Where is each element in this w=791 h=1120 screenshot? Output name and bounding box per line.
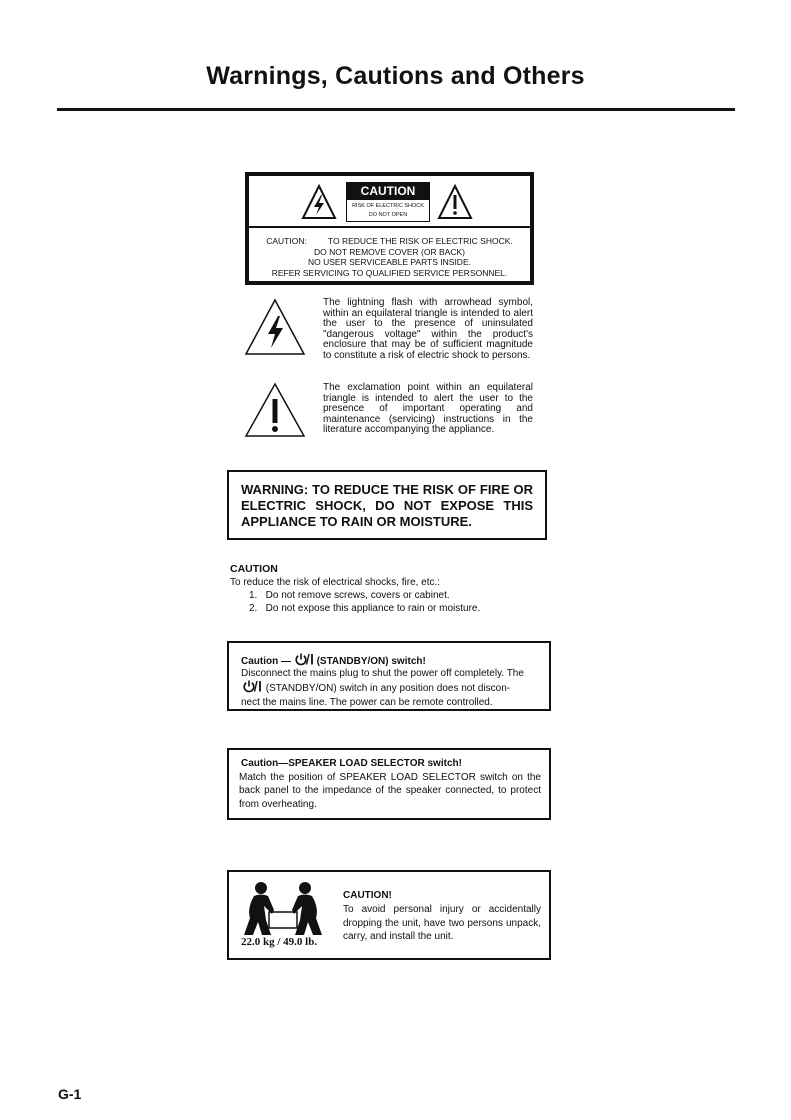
weight-caution-box: [227, 870, 551, 960]
weight-caution-heading: CAUTION!: [343, 890, 392, 901]
exclamation-symbol-description: The exclamation point within an equilateral triangle is intended to alert the user to the presence of important operating and maintenance (servicing) instructions in the literature accompanying the appliance.: [323, 382, 533, 436]
standby-line1: Disconnect the mains plug to shut the power off completely. The: [241, 668, 524, 679]
warning-text: WARNING: TO REDUCE THE RISK OF FIRE OR ELECTRIC SHOCK, DO NOT EXPOSE THIS APPLIANCE TO RAIN OR MOISTURE.: [241, 482, 533, 529]
two-person-lift-icon: [241, 880, 325, 936]
caution-label-line: REFER SERVICING TO QUALIFIED SERVICE PERSONNEL.: [271, 267, 508, 278]
speaker-caution-text: Match the position of SPEAKER LOAD SELECTOR switch on the back panel to the impedance of the speaker connected, to protect from overheating.: [239, 772, 541, 810]
standby-head-prefix: Caution —: [241, 656, 291, 667]
power-standby-icon: [241, 680, 263, 693]
caution-label-line: CAUTION: TO REDUCE THE RISK OF ELECTRIC SHOCK.: [266, 236, 513, 246]
exclamation-triangle-icon: [437, 184, 473, 220]
standby-line2-text: (STANDBY/ON) switch in any position does not discon-: [265, 683, 511, 695]
weight-caution-text: To avoid personal injury or accidentally dropping the unit, have two persons unpack, carry, and install the unit.: [343, 904, 541, 942]
page-number: G-1: [58, 1086, 82, 1102]
standby-line2: [241, 680, 537, 695]
title-rule: [57, 108, 735, 111]
caution-label-sub1: RISK OF ELECTRIC SHOCK: [352, 203, 424, 209]
lightning-triangle-icon: [301, 184, 337, 220]
lightning-symbol-description: The lightning flash with arrowhead symbol, within an equilateral triangle is intended to alert the user to the presence of uninsulated "dangerous voltage" within the product's enclosure that may be of sufficient magnitude to constitute a risk of electric shock to persons.: [323, 297, 533, 361]
standby-line3: nect the mains line. The power can be remote controlled.: [241, 696, 493, 708]
page-title: Warnings, Cautions and Others: [206, 62, 585, 90]
caution-intro: To reduce the risk of electrical shocks, fire, etc.:: [230, 577, 441, 588]
caution-label-divider: [249, 226, 530, 228]
caution-label-line: NO USER SERVICEABLE PARTS INSIDE.: [308, 257, 471, 267]
caution-label-top: [249, 176, 530, 226]
caution-list-item: 1. Do not remove screws, covers or cabinet.: [249, 590, 450, 601]
unit-weight: 22.0 kg / 49.0 lb.: [241, 936, 318, 948]
caution-label-heading: CAUTION: [347, 183, 429, 200]
exclamation-triangle-icon: [244, 382, 306, 438]
standby-caution-box: [227, 641, 551, 711]
speaker-caution-heading: Caution—SPEAKER LOAD SELECTOR switch!: [241, 758, 462, 769]
caution-label-box: [346, 182, 430, 222]
caution-label: [245, 172, 534, 285]
caution-label-line: DO NOT REMOVE COVER (OR BACK): [314, 246, 465, 257]
standby-head-suffix: (STANDBY/ON) switch!: [316, 656, 426, 667]
caution-label-sub2: DO NOT OPEN: [368, 212, 408, 218]
speaker-caution-box: [227, 748, 551, 820]
lightning-triangle-icon: [244, 298, 306, 356]
caution-list-item: 2. Do not expose this appliance to rain or moisture.: [249, 603, 481, 614]
standby-caution-text: [241, 667, 537, 709]
power-standby-icon: [294, 653, 314, 666]
standby-caution-heading: [241, 653, 426, 667]
caution-heading: CAUTION: [230, 563, 278, 575]
warning-box: [227, 470, 547, 540]
caution-label-text: [249, 236, 530, 278]
